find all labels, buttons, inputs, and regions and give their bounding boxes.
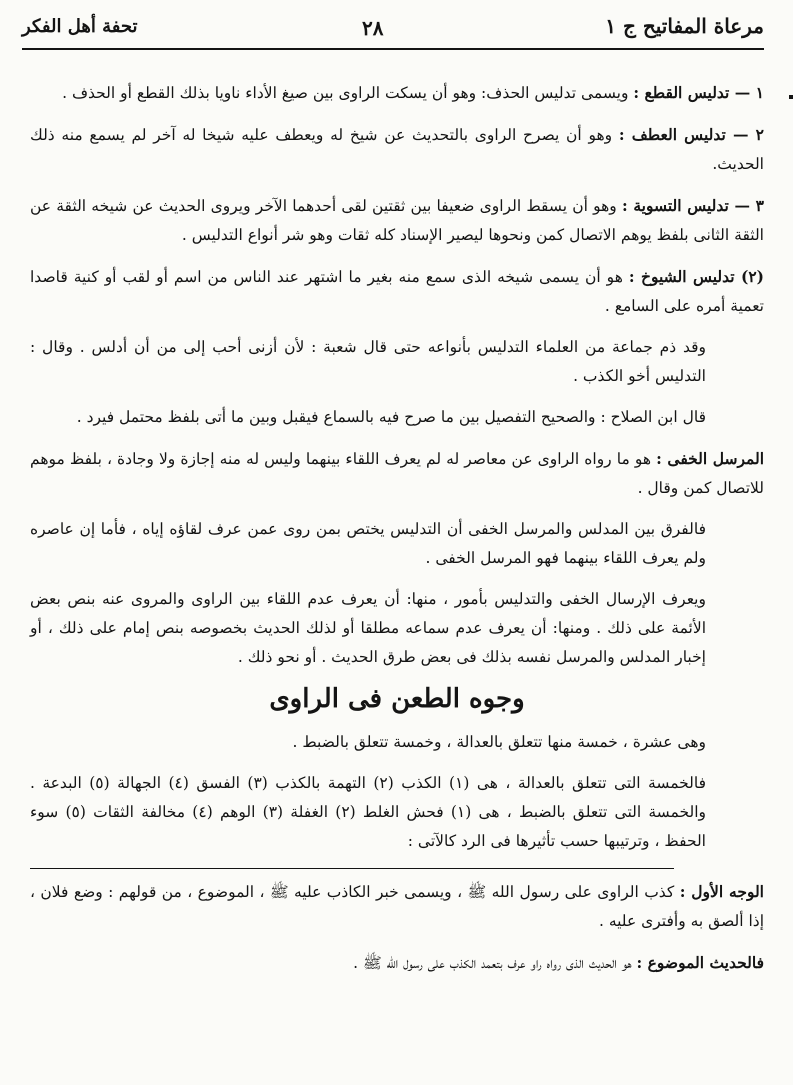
- paragraph-tadlis-atf: [30, 120, 764, 179]
- section-intro: وهى عشرة ، خمسة منها تتعلق بالعدالة ، وخمسة تتعلق بالضبط .: [292, 733, 706, 751]
- paragraph-lead: ٣ — تدليس التسوية :: [621, 196, 764, 215]
- paragraph-text: وهو أن يصرح الراوى بالتحديث عن شيخ له ويعطف عليه شيخا له آخر لم يسمع منه ذلك الحديث.: [30, 126, 764, 173]
- paragraph-difference: [30, 515, 706, 573]
- paragraph-tadlis-qat: [30, 78, 764, 108]
- paragraph-text: هو ما رواه الراوى عن معاصر له لم يعرف اللقاء بينهما وليس له منه إجازة ولا وجادة ، بلفظ موهم للاتصال كمن وقال .: [30, 450, 764, 497]
- paragraph-lead: فالحديث الموضوع :: [636, 953, 764, 972]
- page-number: ٢٨: [362, 16, 384, 40]
- paragraph-text: كذب الراوى على رسول الله ﷺ ، ويسمى خبر الكاذب عليه ﷺ ، الموضوع ، من قولهم : وضع فلان ، إذا ألصق به وأفترى عليه .: [30, 883, 764, 930]
- paragraph-lead: (٢) تدليس الشيوخ :: [628, 267, 764, 286]
- paragraph-text: فالفرق بين المدلس والمرسل الخفى أن التدليس يختص بمن روى عمن عرف لقاؤه إياه ، فأما إن عاصره ولم يعرف اللقاء بينهما فهو المرسل الخفى .: [30, 520, 706, 567]
- divider: [30, 868, 674, 869]
- paragraph-ibn-salah: [30, 403, 706, 432]
- paragraph-text: قال ابن الصلاح : والصحيح التفصيل بين ما صرح فيه بالسماع فيقبل وبين ما أتى بلفظ محتمل فيرد .: [76, 408, 706, 426]
- section-list: فالخمسة التى تتعلق بالعدالة ، هى (١) الكذب (٢) التهمة بالكذب (٣) الفسق (٤) الجهالة (٥) البدعة . والخمسة التى تتعلق بالضبط ، هى (١) فحش الغلط (٢) الغفلة (٣) الوهم (٤) مخالفة الثقات (٥) سوء الحفظ ، وترتيبها حسب تأثيرها فى الرد كالآتى :: [30, 774, 707, 850]
- paragraph-text: هو الحديث الذى رواه راو عرف بتعمد الكذب على رسول الله ﷺ .: [353, 954, 637, 972]
- section-title: تحفة أهل الفكر: [22, 16, 138, 37]
- section-heading: وجوه الطعن فى الراوى: [269, 684, 525, 714]
- first-aspect: [30, 877, 764, 936]
- paragraph-text: ويسمى تدليس الحذف: وهو أن يسكت الراوى بين صيغ الأداء ناويا بذلك القطع أو الحذف .: [62, 84, 634, 102]
- paragraph-lead: ٢ — تدليس العطف :: [618, 125, 764, 144]
- paragraph-text: وقد ذم جماعة من العلماء التدليس بأنواعه حتى قال شعبة : لأن أزنى أحب إلى من أن أدلس . وقال : التدليس أخو الكذب .: [30, 338, 706, 385]
- margin-mark: [789, 95, 793, 99]
- paragraph-mursal-khafi: [30, 444, 764, 503]
- paragraph-text: وهو أن يسقط الراوى ضعيفا بين ثقتين لقى أحدهما الآخر ويروى الحديث عن شيخه الثقة عن الثقة الثانى بلفظ يوهم الاتصال كمن ونحوها ليصير الإسناد كله ثقات وهو شر أنواع التدليس .: [30, 197, 764, 244]
- page-body: [30, 78, 764, 990]
- paragraph-lead: الوجه الأول :: [679, 882, 764, 901]
- book-title: مرعاة المفاتيح ج ١: [605, 14, 764, 38]
- paragraph-shuba-quote: [30, 333, 706, 391]
- paragraph-tadlis-shuyukh: [30, 262, 764, 321]
- page-header: [22, 10, 764, 50]
- paragraph-lead: المرسل الخفى :: [656, 449, 765, 468]
- paragraph-lead: ١ — تدليس القطع :: [633, 83, 764, 102]
- paragraph-text: ويعرف الإرسال الخفى والتدليس بأمور ، منها: أن يعرف عدم اللقاء بين الراوى والمروى عنه بنص بعض الأئمة على ذلك . ومنها: أن يعرف عدم سماعه مطلقا أو لذلك الحديث بخصوصه بنص إمام على ذلك ، أو إخبار المدلس والمرسل نفسه بذلك فى بعض طرق الحديث . أو نحو ذلك .: [30, 590, 706, 666]
- paragraph-tadlis-taswiya: [30, 191, 764, 250]
- paragraph-text: هو أن يسمى شيخه الذى سمع منه بغير ما اشتهر عند الناس من اسم أو لقب أو كنية قاصدا تعمية أمره على السامع .: [30, 268, 764, 315]
- paragraph-how-known: [30, 585, 706, 672]
- fabricated-hadith: [30, 948, 764, 978]
